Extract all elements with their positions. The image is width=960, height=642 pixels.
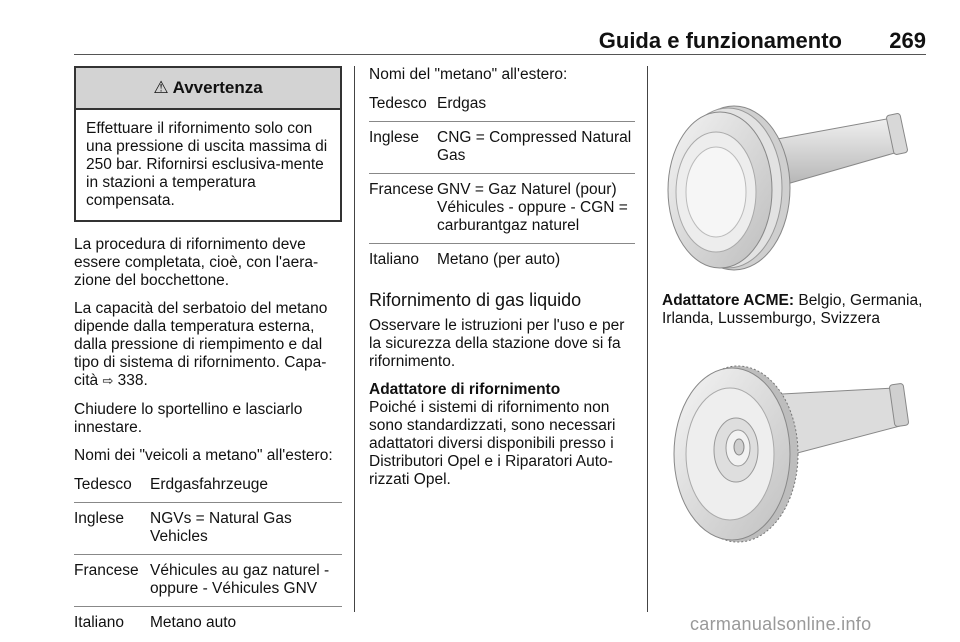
table-row	[74, 503, 342, 555]
page-number: 269	[889, 28, 926, 53]
caption-bold-label: Adattatore ACME:	[662, 292, 795, 309]
warning-title: Avvertenza	[172, 78, 263, 97]
paragraph-procedure: La procedura di rifornimento deve essere completata, cioè, con l'aera-zione del bocchettone.	[74, 236, 319, 289]
header-rule	[74, 54, 926, 55]
table-row	[74, 469, 342, 503]
table-value: GNV = Gaz Naturel (pour) Véhicules - oppure - CGN = carburantgaz naturel	[437, 181, 628, 234]
section-title-lpg: Rifornimento di gas liquido	[369, 290, 582, 310]
paragraph-safety: Osservare le istruzioni per l'uso e per la sicurezza della stazione dove si fa rifornimento.	[369, 317, 625, 370]
table-value: Erdgas	[437, 95, 487, 112]
column-middle	[369, 66, 635, 499]
table-value: CNG = Compressed Natural Gas	[437, 129, 632, 164]
capacity-text: La capacità del serbatoio del metano dipende dalla temperatura esterna, dalla pressione di riempimento e dal tipo di sistema di rifornimento. Capa-cità	[74, 300, 328, 389]
figure-caption	[662, 292, 930, 328]
caption-countries: Belgio, Germania, Irlanda, Lussemburgo, Svizzera	[662, 292, 923, 327]
table-row	[369, 244, 635, 277]
paragraph-capacity	[74, 300, 342, 391]
vehicle-names-table	[74, 469, 342, 640]
column-left	[74, 66, 342, 640]
warning-body: Effettuare il rifornimento solo con una pressione di uscita massima di 250 bar. Rifornirsi esclusiva-mente in stazioni a temperatura compensata.	[86, 120, 328, 209]
acme-adapter-illustration	[662, 70, 926, 280]
paragraph-close-flap: Chiudere lo sportellino e lasciarlo innestare.	[74, 401, 303, 436]
column-divider-2	[647, 66, 648, 612]
table-lang: Inglese	[74, 510, 124, 527]
table-lang: Francese	[74, 562, 139, 579]
subsection-title-adapter: Adattatore di rifornimento	[369, 381, 561, 398]
adapter-figure-top	[662, 70, 926, 280]
table-value: Erdgasfahrzeuge	[150, 476, 269, 493]
page-header	[74, 28, 926, 52]
acme-adapter-illustration-2	[662, 344, 926, 556]
watermark: carmanualsonline.info	[690, 614, 872, 634]
table-lang: Francese	[369, 181, 434, 198]
table-row	[369, 122, 635, 174]
page-header-title: Guida e funzionamento	[598, 28, 842, 53]
vehicle-names-intro: Nomi dei "veicoli a metano" all'estero:	[74, 447, 333, 464]
warning-box	[74, 66, 342, 222]
adapter-figure-bottom	[662, 344, 926, 556]
gas-names-intro: Nomi del "metano" all'estero:	[369, 66, 568, 83]
table-value: Metano (per auto)	[437, 251, 561, 268]
table-value: NGVs = Natural Gas Vehicles	[150, 510, 292, 545]
table-row	[369, 88, 635, 122]
gas-names-table	[369, 88, 635, 277]
warning-header	[76, 68, 340, 110]
column-divider-1	[354, 66, 355, 612]
table-lang: Tedesco	[369, 95, 427, 112]
cross-reference-arrow-icon: ⇨	[102, 374, 114, 389]
table-value: Metano auto	[150, 614, 237, 631]
table-row	[74, 607, 342, 640]
table-row	[74, 555, 342, 607]
table-lang: Italiano	[74, 614, 124, 631]
table-lang: Tedesco	[74, 476, 132, 493]
paragraph-adapter: Poiché i sistemi di rifornimento non sono standardizzati, sono necessari adattatori diversi disponibili presso i Distributori Opel e i Riparatori Auto-rizzati Opel.	[369, 399, 616, 488]
cross-reference-page[interactable]: 338.	[117, 372, 148, 389]
table-lang: Inglese	[369, 129, 419, 146]
warning-triangle-icon: ⚠	[153, 78, 169, 98]
table-row	[369, 174, 635, 244]
table-lang: Italiano	[369, 251, 419, 268]
table-value: Véhicules au gaz naturel - oppure - Véhicules GNV	[150, 562, 330, 597]
